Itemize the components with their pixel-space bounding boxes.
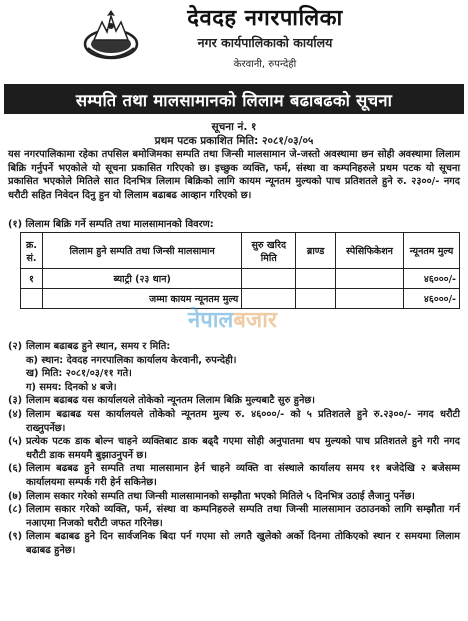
cell-total-value: ४६०००/- (404, 289, 460, 309)
col-header-date: सुरु खरिद मिति (242, 233, 296, 269)
notice-title-banner: सम्पति तथा मालसामानको लिलाम बढाबढको सूचना (4, 84, 464, 114)
table-total-row (21, 289, 460, 309)
publish-date: प्रथम पटक प्रकाशित मिति: २०८१/०३/०५ (154, 135, 314, 147)
cell-date (242, 289, 296, 309)
col-header-item: लिलाम हुने सम्पति तथा जिन्सी मालसामान (42, 233, 241, 269)
cell-brand (296, 269, 336, 289)
items-table (20, 232, 460, 309)
col-header-brand: ब्राण्ड (296, 233, 336, 269)
watermark-part-1: नेपाल (188, 308, 234, 333)
intro-paragraph: यस नगरपालिकामा रहेका तपसिल बमोजिमका सम्पति तथा जिन्सी मालसामान जे-जस्तो अवस्थामा छन सोही अवस्थामा लिलाम बिक्रि गर्नुपर्ने भएकोले यो सूचना प्रकासित गरिएको छ। इच्छुक व्यक्ति, फर्म, संस्था वा कम्पनिहरुले प्रथम पटक यो सूचना प्रकासित भएकोले मितिले सात दिनभित्र लिलाम बिक्रिको लागि कायम न्यूनतम मुल्यको पाच प्रतिशतले हुने रु. २३००/- नगद धरौटी सहित निवेदन दिनु हुन यो लिलाम बढाबढ आव्हान गरिएको छ। (8, 149, 460, 201)
list-item: (६) लिलाम बढबढ हुने सम्पति तथा मालसामान हेर्न चाहने व्यक्ति वा संस्थाले कार्यालय समय ११ बजेदेखि २ बजेसम्म कार्यालयमा सम्पर्क गरी हेर्न सकिनेछ। (8, 463, 460, 488)
cell-date (242, 269, 296, 289)
cell-brand (296, 289, 336, 309)
list-item: (९) लिलाम बढाबढ हुने दिन सार्वजनिक बिदा पर्न गएमा सो लगतै खुलेको अर्को दिनमा तोकिएको स्थान र समयमा लिलाम बढाबढ हुनेछ। (8, 531, 460, 556)
col-header-spec: स्पेसिफिकेशन (336, 233, 404, 269)
list-subitem: क) स्थान: देवदह नगरपालिका कार्यालय केरवानी, रुपन्देही। (26, 354, 237, 366)
list-item: (५) प्रत्येक पटक डाक बोल्न चाहने व्यक्तिबाट डाक बढ्दै गएमा सोही अनुपातमा थप मुल्यको पाच प्रतिशतले हुने गरी नगद धरौटी डाक समयमै बुझाउनुपर्ने छ। (8, 436, 460, 461)
list-item: (७) लिलाम सकार गरेको सम्पति तथा जिन्सी मालसामानको सम्झौता भएको मितिले ५ दिनभित्र उठाई लैजानु पर्नेछ। (8, 490, 415, 502)
org-name: देवदह नगरपालिका (187, 6, 343, 31)
list-item: (२) लिलाम बढाबढ हुने स्थान, समय र मिति: (8, 341, 171, 352)
cell-item: ब्याट्री (२३ थान) (42, 269, 241, 289)
cell-sn: १ (21, 269, 43, 289)
table-row (21, 269, 460, 289)
letterhead (0, 0, 468, 84)
cell-sn (21, 289, 43, 309)
watermark-part-2: बजार (233, 308, 277, 333)
cell-min-value: ४६०००/- (404, 269, 460, 289)
table-header-row (21, 233, 460, 269)
list-subitem: ग) समय: दिनको ४ बजे। (26, 381, 117, 393)
list-item: (४) लिलाम बढाबढ यस कार्यालयले तोकेको न्यूनतम मुल्य रु. ४६०००/- को ५ प्रतिशतले हुने रु.२३००/- नगद धरौटी राख्नुपर्नेछ। (8, 408, 460, 434)
section-1-title: (१) लिलाम बिक्रि गर्ने सम्पति तथा मालसामानको विवरण: (8, 219, 214, 230)
list-item: (३) लिलाम बढाबढ यस कार्यालयले तोकेको न्यूनतम लिलाम बिक्रि मुल्यबाटै सुरु हुनेछ। (8, 395, 315, 407)
cell-spec (336, 289, 404, 309)
list-item: (८) लिलाम सकार गरेको व्यक्ति, फर्म, संस्था वा कम्पनिहरुले सम्पति तथा जिन्सी मालसामान उठाउनको लागि सम्झौता गर्न नआएमा निजको धरौटी जफत गरिनेछ। (8, 504, 460, 529)
cell-spec (336, 269, 404, 289)
cell-total-label: जम्मा कायम न्यूनतम मुल्य (42, 289, 241, 309)
col-header-min-value: न्यूनतम मुल्य (404, 233, 460, 269)
list-subitem: ख) मिति: २०८१/०३/११ गते। (26, 368, 132, 380)
office-location: केरवानी, रुपन्देही (233, 59, 297, 70)
col-header-sn: क्र. सं. (21, 233, 43, 269)
conditions-list (8, 340, 460, 558)
government-emblem-icon (80, 4, 142, 66)
office-name: नगर कार्यपालिकाको कार्यालय (197, 35, 333, 50)
notice-number: सूचना नं. १ (211, 121, 257, 133)
